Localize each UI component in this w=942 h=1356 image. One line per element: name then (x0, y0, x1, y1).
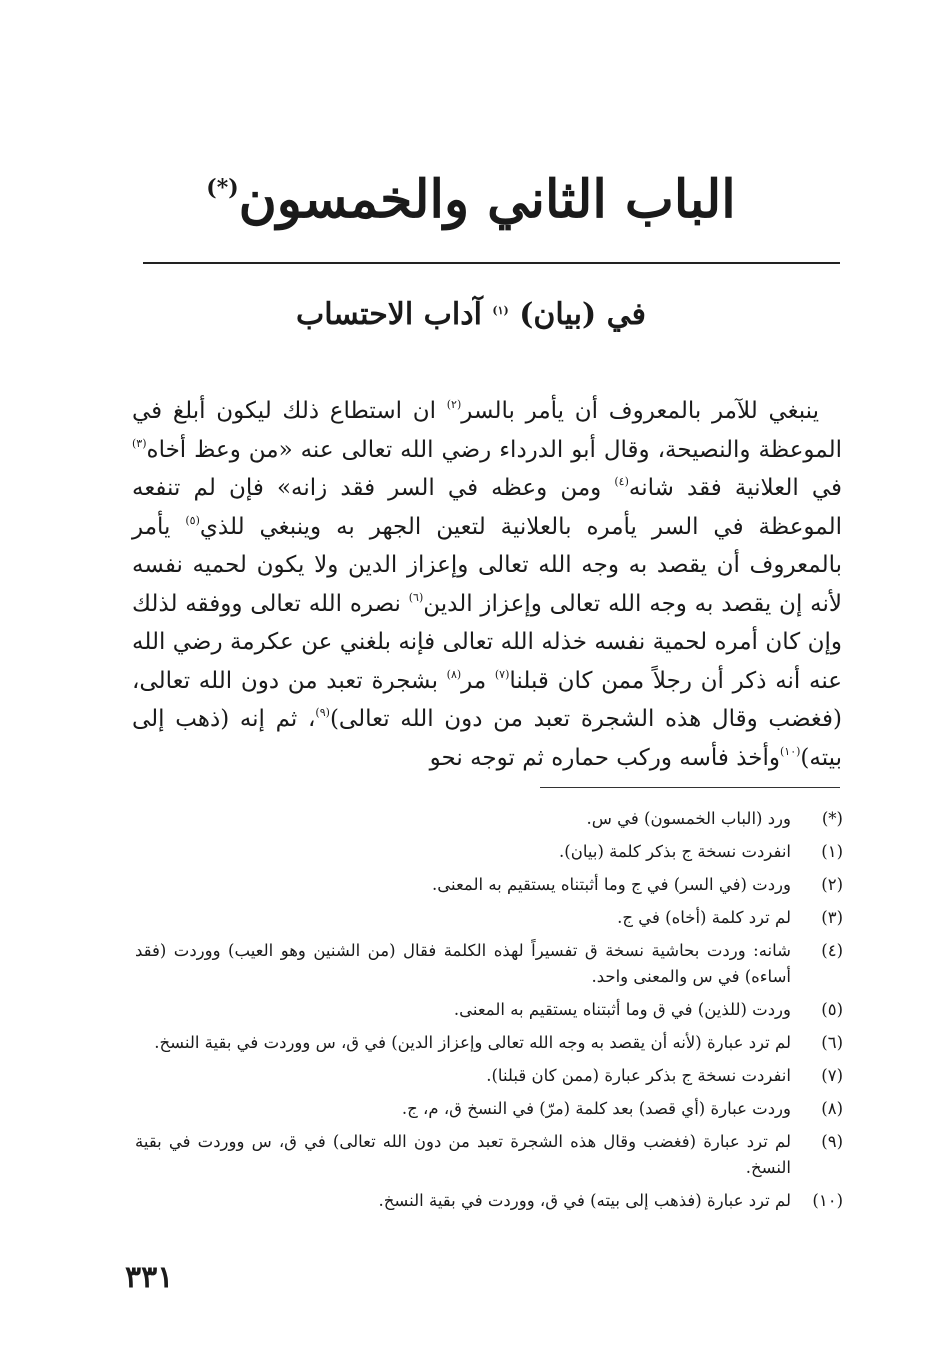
footnote-ref: (١٠) (779, 744, 801, 758)
footnote (135, 1063, 843, 1089)
text-segment: مر (461, 667, 495, 694)
section-title-mark: (١) (492, 304, 509, 317)
footnote-ref: (٥) (185, 513, 200, 527)
footnote-number: (١) (821, 842, 843, 861)
footnote (135, 1030, 843, 1056)
footnote-number: (١٠) (812, 1191, 843, 1210)
main-paragraph (132, 392, 842, 777)
chapter-note-mark: (*) (206, 175, 239, 201)
footnote-ref: (٧) (494, 667, 510, 681)
footnote-number: (٣) (821, 908, 843, 927)
text-segment: ومن وعظه في السر فقد زانه» فإن لم تنفعه الموعظة في السر يأمره بالعلانية لتعين الجهر به وينبغي للذي (132, 475, 843, 540)
footnote-text: لم ترد كلمة (أخاه) في ج. (617, 908, 791, 927)
title-divider (143, 262, 840, 264)
footnote (135, 806, 843, 832)
footnote (135, 1188, 843, 1214)
footnote-number: (٨) (821, 1099, 843, 1118)
text-segment: ينبغي للآمر بالمعروف أن يأمر بالسر (461, 398, 819, 424)
footnote (135, 872, 843, 898)
footnote-text: وردت عبارة (أي قصد) بعد كلمة (مرّ) في النسخ ق، م، ج. (401, 1099, 791, 1118)
footnote-ref: (٦) (408, 590, 424, 604)
footnote-number: (٩) (821, 1132, 843, 1151)
footnote-ref: (٨) (446, 667, 462, 681)
footnote-number: (*) (821, 809, 843, 828)
footnote-number: (٢) (821, 875, 843, 894)
footnote (135, 1096, 843, 1122)
text-segment: ان استطاع ذلك ليكون أبلغ في الموعظة والنصيحة، وقال أبو الدرداء رضي الله تعالى عنه «من وعظ أخاه (132, 398, 842, 463)
chapter-title (0, 160, 942, 240)
footnote-number: (٦) (821, 1033, 843, 1052)
footnote-text: انفردت نسخة ج بذكر عبارة (ممن كان قبلنا). (486, 1066, 791, 1085)
footnote-text: وردت (للذين) في ق وما أثبتناه يستقيم به المعنى. (453, 1000, 791, 1019)
footnote-text: ورد (الباب الخمسون) في س. (586, 809, 791, 828)
section-title-suffix: آداب الاحتساب (296, 297, 482, 332)
text-segment: وأخذ فأسه وركب حماره ثم توجه نحو (429, 744, 780, 771)
footnote-text: لم ترد عبارة (فذهب إلى بيته) في ق، ووردت في بقية النسخ. (378, 1191, 791, 1210)
page-number: ٣٣١ (125, 1260, 174, 1295)
text-segment: نصره الله تعالى ووفقه لذلك وإن كان أمره لحمية نفسه خذله الله تعالى فإنه بلغني عن عكرمة رضي الله عنه أنه ذكر أن رجلاً ممن كان قبلنا (132, 590, 842, 694)
text-segment: بشجرة تعبد من دون الله تعالى، (فغضب وقال هذه الشجرة تعبد من دون الله تعالى) (132, 667, 842, 732)
footnote-ref: (٣) (132, 436, 147, 450)
text-segment: ، ثم إنه (ذهب إلى بيته) (132, 706, 842, 771)
footnote-text: لم ترد عبارة (فغضب وقال هذه الشجرة تعبد من دون الله تعالى) في ق، س ووردت في بقية النسخ. (135, 1132, 791, 1177)
footnotes-divider (540, 787, 840, 788)
footnote-text: لم ترد عبارة (لأنه أن يقصد به وجه الله تعالى وإعزاز الدين) في ق، س ووردت في بقية النسخ. (154, 1033, 791, 1052)
footnote-ref: (٩) (315, 706, 330, 719)
footnote (135, 905, 843, 931)
footnote (135, 839, 843, 865)
footnotes-list (135, 806, 843, 1221)
text-segment: في العلانية فقد شانه (628, 475, 842, 501)
section-title-prefix: في (بيان) (519, 297, 646, 332)
footnote-number: (٧) (821, 1066, 843, 1085)
footnote-text: شانه: وردت بحاشية نسخة ق تفسيراً لهذه الكلمة فقال (من الشنين وهو العيب) ووردت (فقد أساءه) في س والمعنى واحد. (135, 941, 791, 986)
footnote-number: (٥) (821, 1000, 843, 1019)
chapter-title-text: الباب الثاني والخمسون (238, 169, 736, 230)
footnote-text: وردت (في السر) في ج وما أثبتناه يستقيم به المعنى. (431, 875, 791, 894)
footnote (135, 997, 843, 1023)
section-title (0, 290, 942, 340)
footnote-number: (٤) (821, 941, 843, 960)
footnote-ref: (٢) (446, 398, 462, 411)
text-segment: يأمر بالمعروف أن يقصد به وجه الله تعالى وإعزاز الدين ولا يكون لحميه نفسه لأنه إن يقصد به وجه الله تعالى وإعزاز الدين (132, 513, 842, 617)
footnote (135, 1129, 843, 1181)
footnote-text: انفردت نسخة ج بذكر كلمة (بيان). (559, 842, 791, 861)
footnote-ref: (٤) (614, 475, 629, 488)
footnote (135, 938, 843, 990)
